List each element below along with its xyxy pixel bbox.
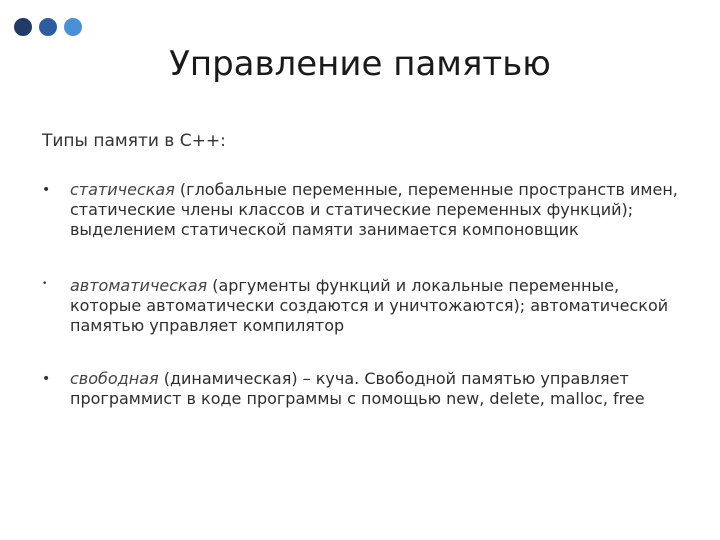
list-item bbox=[42, 369, 692, 409]
memory-type-term: автоматическая bbox=[70, 276, 208, 295]
dot-icon bbox=[39, 18, 57, 36]
memory-type-term: статическая bbox=[70, 180, 175, 199]
list-item bbox=[42, 276, 692, 336]
memory-type-description: (динамическая) – куча. Свободной памятью управляет программист в коде программы с помощью new, delete, malloc, free bbox=[70, 369, 645, 408]
slide-subtitle: Типы памяти в С++: bbox=[42, 131, 226, 151]
memory-type-term: свободная bbox=[70, 369, 159, 388]
dot-icon bbox=[14, 18, 32, 36]
bullet-icon: • bbox=[42, 279, 48, 289]
bullet-icon: • bbox=[42, 182, 51, 198]
list-item bbox=[42, 180, 692, 240]
memory-type-description: (глобальные переменные, переменные пространств имен, статические члены классов и статические переменных функций); выделением статической памяти занимается компоновщик bbox=[70, 180, 678, 239]
slide-title: Управление памятью bbox=[169, 44, 551, 84]
bullet-list bbox=[42, 180, 692, 445]
decorative-dots bbox=[14, 18, 82, 36]
dot-icon bbox=[64, 18, 82, 36]
bullet-icon: • bbox=[42, 371, 51, 387]
memory-type-description: (аргументы функций и локальные переменные, которые автоматически создаются и уничтожаются); автоматической памятью управляет компилятор bbox=[70, 276, 669, 335]
